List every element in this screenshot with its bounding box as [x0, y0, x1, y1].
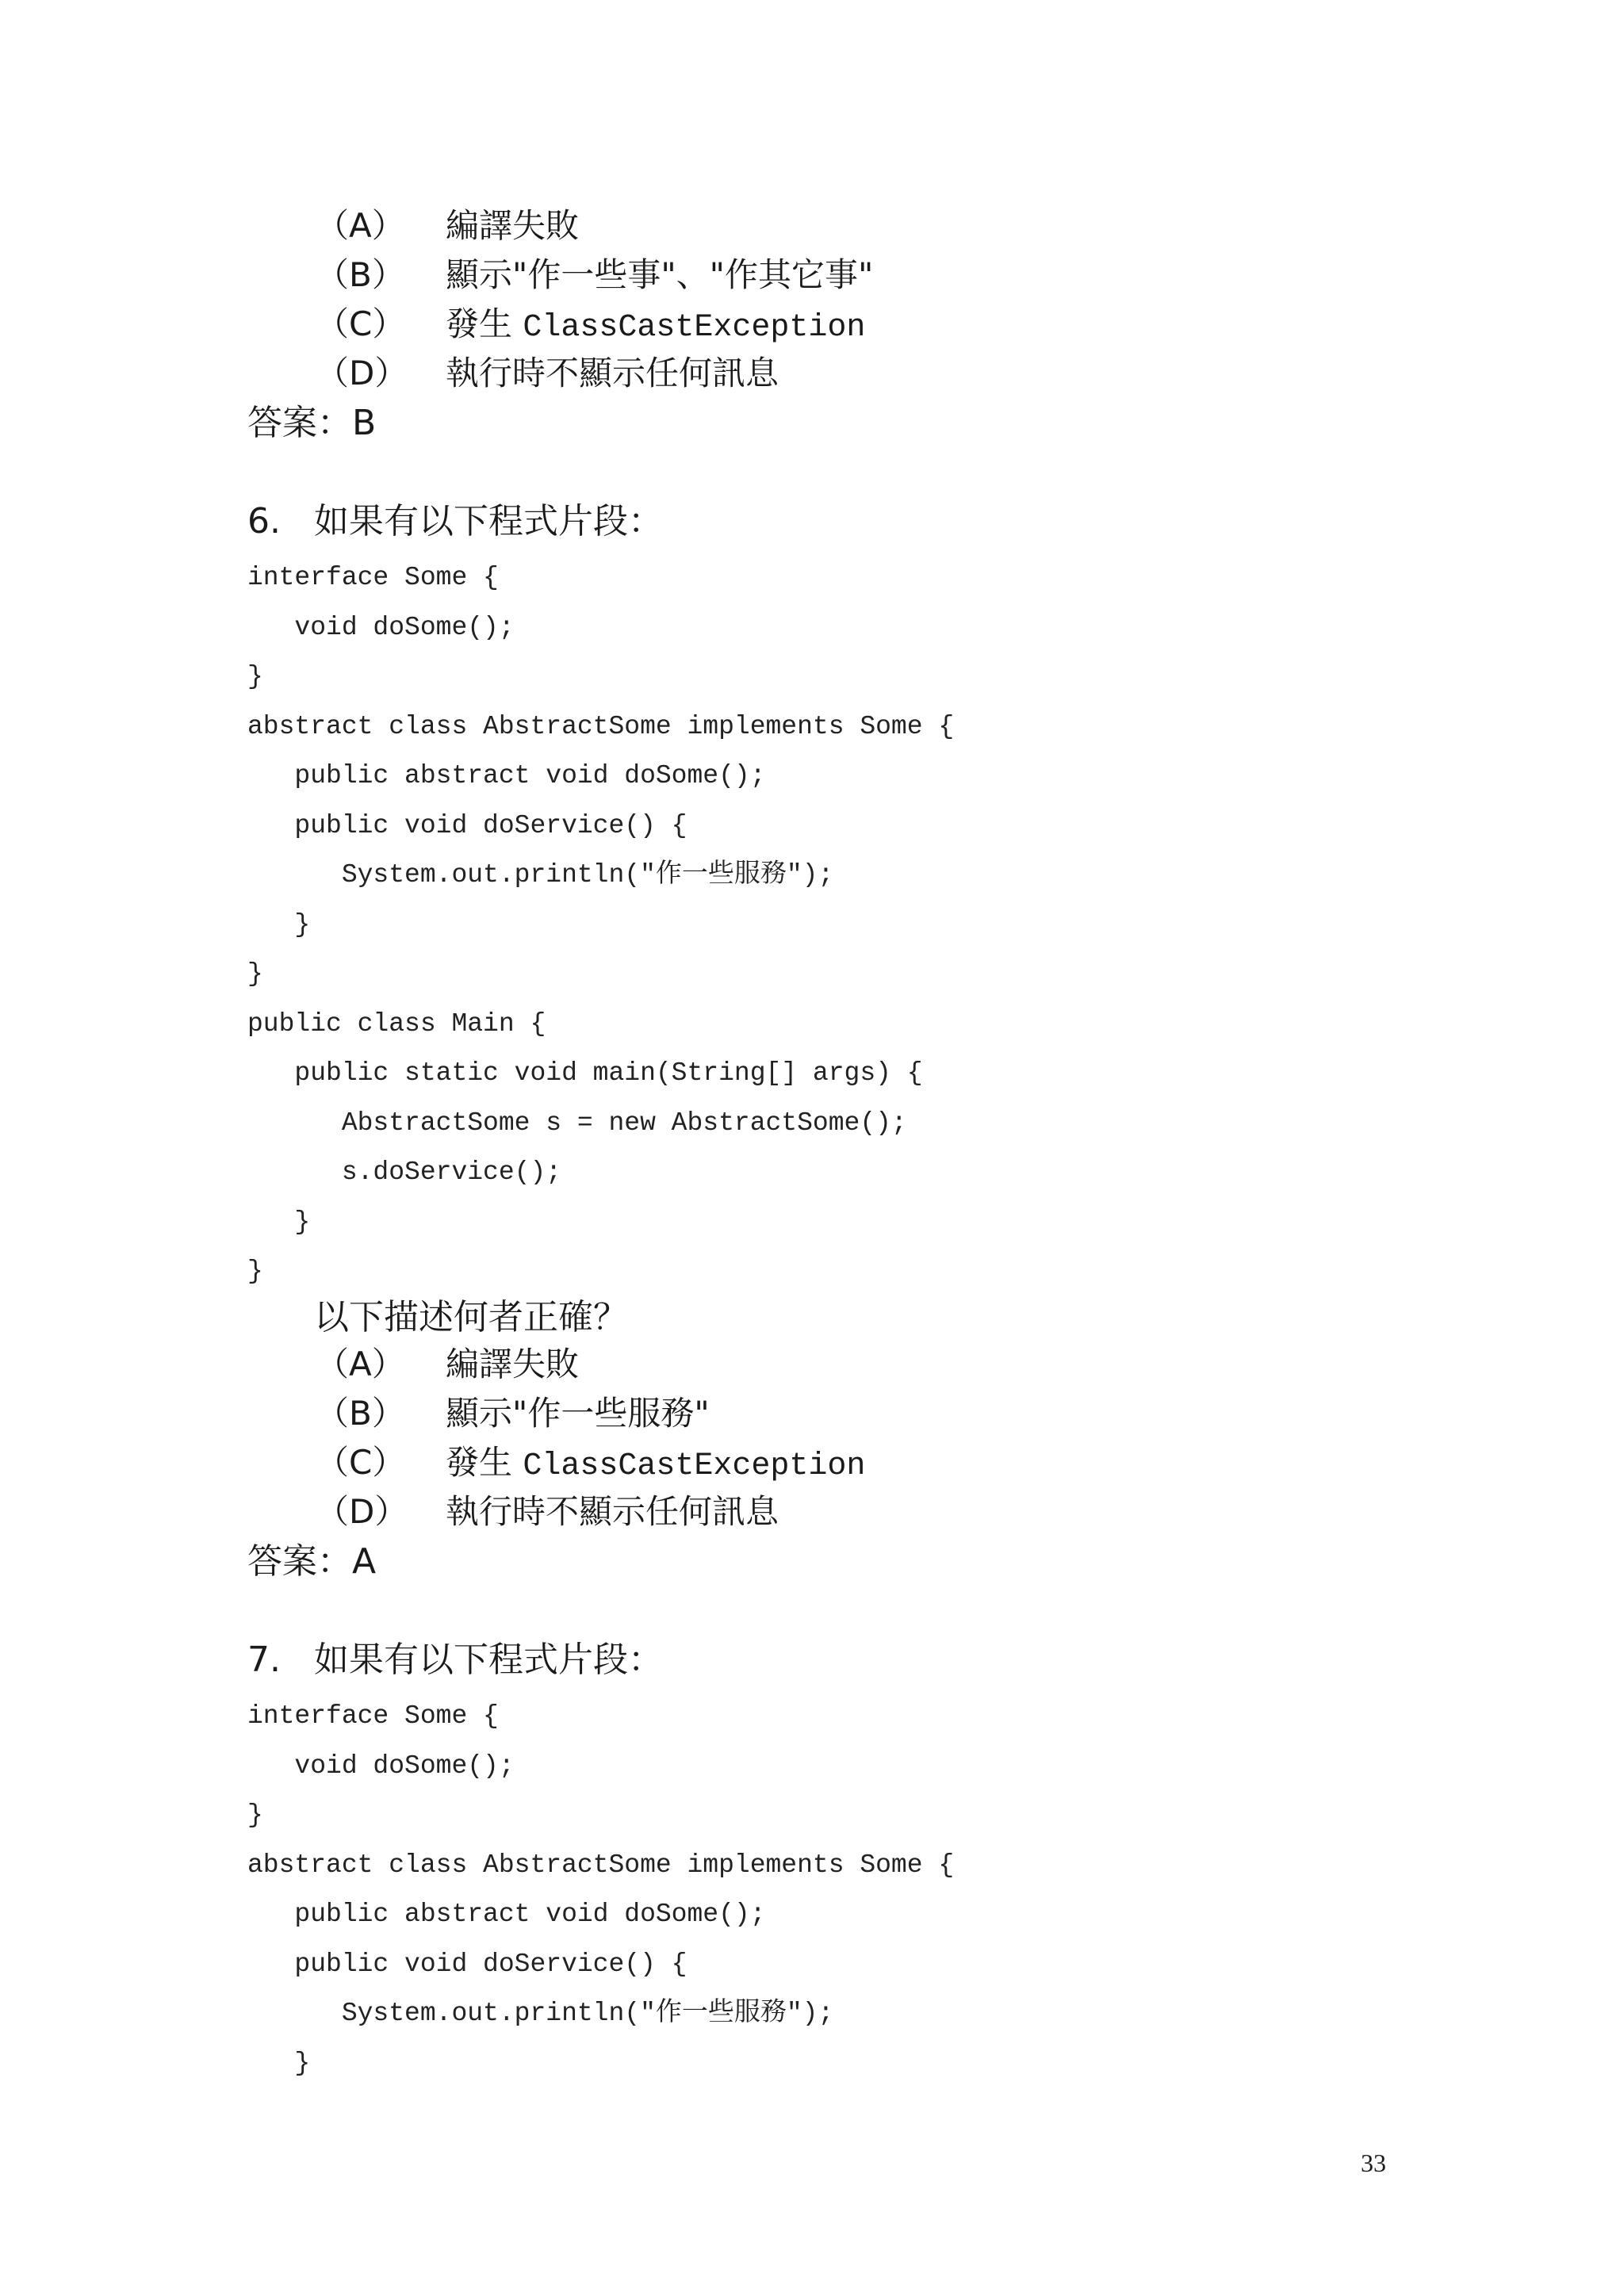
q7-code-line: abstract class AbstractSome implements Some { — [247, 1850, 955, 1880]
q6-code-line: void doSome(); — [247, 613, 515, 642]
q6-option-c-exception: ClassCastException — [523, 1448, 866, 1484]
q6-code-line: abstract class AbstractSome implements Some { — [247, 712, 955, 741]
q6-heading-text: 如果有以下程式片段： — [314, 501, 663, 541]
q6-code-line: interface Some { — [247, 563, 499, 592]
q5-option-label-c: （C） — [316, 304, 406, 343]
q6-code-line: public class Main { — [247, 1009, 546, 1039]
q6-code-line: public abstract void doSome(); — [247, 761, 766, 790]
q5-answer: 答案：B — [247, 403, 377, 443]
q6-option-c-prefix: 發生 — [446, 1443, 523, 1482]
q6-option-text-c — [446, 1443, 866, 1484]
q5-option-c-prefix: 發生 — [446, 304, 523, 343]
q5-option-text-d: 執行時不顯示任何訊息 — [446, 354, 779, 392]
q5-option-label-a: （A） — [316, 206, 405, 245]
q6-code-line: } — [247, 1207, 311, 1237]
q6-heading-number: 6. — [247, 501, 281, 541]
q5-option-text-c — [446, 304, 866, 346]
q6-code-line: } — [247, 1257, 263, 1286]
q6-code-line: } — [247, 910, 311, 939]
q7-code-line: System.out.println("作一些服務"); — [247, 1999, 834, 2028]
q5-option-text-a: 編譯失敗 — [446, 206, 580, 245]
q6-option-label-a: （A） — [316, 1345, 405, 1383]
q6-answer: 答案：A — [247, 1541, 377, 1582]
q7-code-line: void doSome(); — [247, 1751, 515, 1781]
q6-code-line: public void doService() { — [247, 811, 688, 840]
q5-option-text-b: 顯示"作一些事"、"作其它事" — [446, 255, 874, 294]
q6-option-text-a: 編譯失敗 — [446, 1345, 580, 1383]
q6-option-label-c: （C） — [316, 1443, 406, 1482]
q7-heading-number: 7. — [247, 1640, 281, 1680]
q6-code-line: System.out.println("作一些服務"); — [247, 860, 834, 890]
q7-code-line: } — [247, 2049, 311, 2078]
q7-heading-text: 如果有以下程式片段： — [314, 1640, 663, 1680]
q5-option-c-exception: ClassCastException — [523, 310, 866, 346]
q6-question: 以下描述何者正確？ — [314, 1297, 628, 1337]
q6-code-line: AbstractSome s = new AbstractSome(); — [247, 1108, 907, 1138]
page-number: 33 — [1361, 2149, 1386, 2177]
q6-code-line: } — [247, 662, 263, 691]
q6-option-text-d: 執行時不顯示任何訊息 — [446, 1492, 779, 1531]
q5-option-label-b: （B） — [316, 255, 405, 294]
q7-code-line: } — [247, 1800, 263, 1830]
q6-code-line: s.doService(); — [247, 1158, 562, 1187]
q6-option-text-b: 顯示"作一些服務" — [446, 1394, 710, 1433]
q6-code-line: public static void main(String[] args) { — [247, 1058, 923, 1088]
q6-option-label-d: （D） — [316, 1492, 408, 1531]
q6-code-line: } — [247, 959, 263, 989]
q5-option-label-d: （D） — [316, 354, 408, 392]
q7-code-line: public abstract void doSome(); — [247, 1900, 766, 1929]
q6-option-label-b: （B） — [316, 1394, 405, 1433]
q7-code-line: public void doService() { — [247, 1950, 688, 1979]
q7-code-line: interface Some { — [247, 1701, 499, 1731]
